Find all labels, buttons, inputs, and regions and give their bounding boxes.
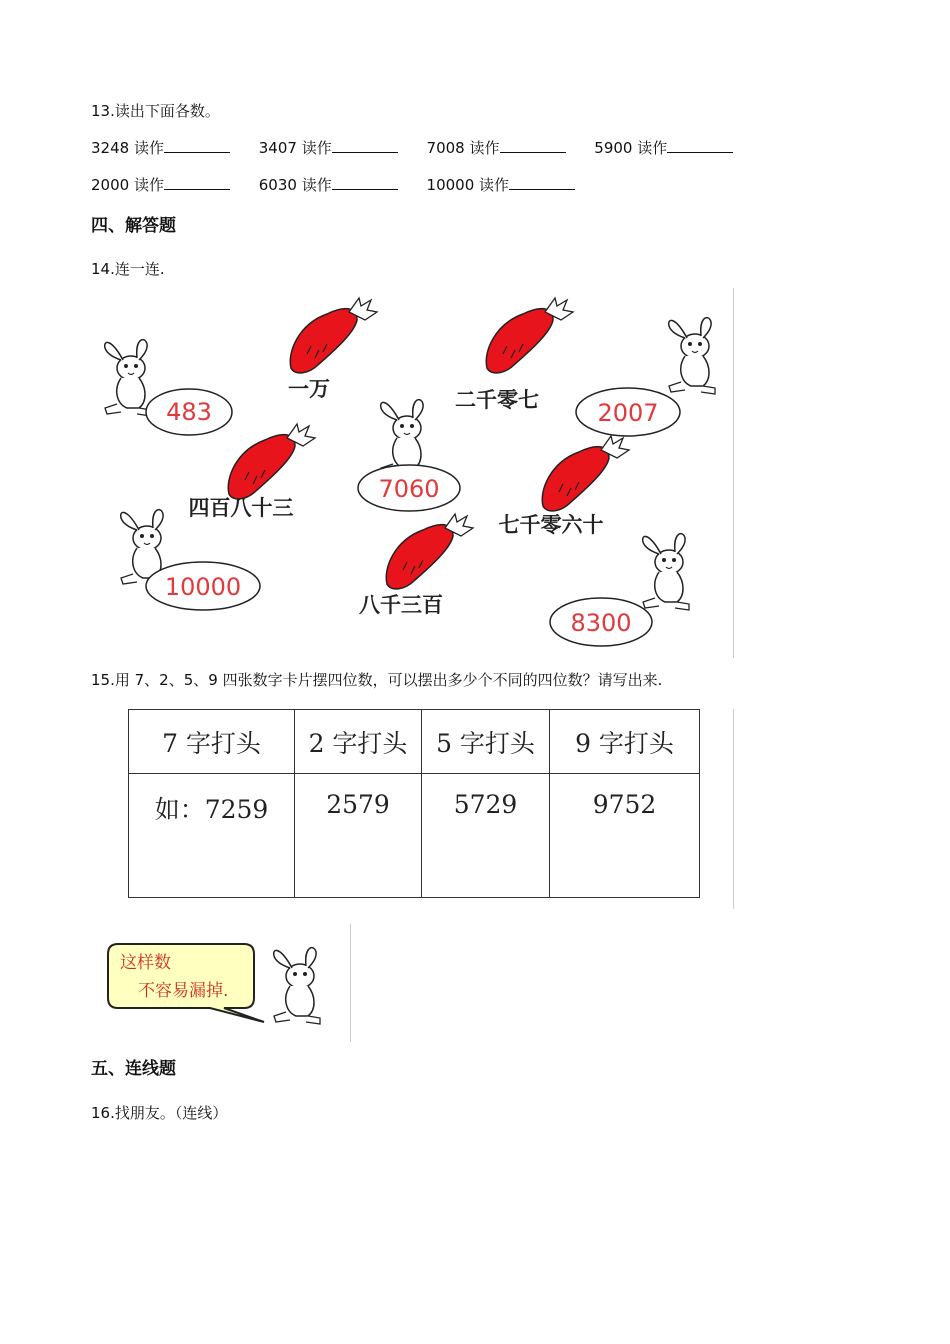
section-four-heading: 四、解答题 <box>91 216 176 236</box>
speech-line-2: 不容易漏掉. <box>138 981 229 1001</box>
q13-number: 7008 <box>426 139 465 157</box>
carrot-label[interactable]: 七千零六十 <box>498 513 604 537</box>
q13-number: 3407 <box>258 139 297 157</box>
q13-number: 5900 <box>594 139 633 157</box>
bunny-icon <box>105 340 151 416</box>
q13-row-2 <box>91 174 599 195</box>
q13-read-label: 读作 <box>301 139 332 157</box>
q13-read-label: 读作 <box>469 139 500 157</box>
table-example-cell[interactable]: 如：7259 <box>129 774 295 898</box>
oval-number: 8300 <box>570 609 632 637</box>
number-oval[interactable] <box>358 465 460 511</box>
q13-number: 2000 <box>91 176 130 194</box>
q14-title: 14.连一连. <box>91 260 165 278</box>
bunny-icon <box>274 948 320 1024</box>
matching-figure <box>91 290 731 658</box>
q13-read-label: 读作 <box>479 176 510 194</box>
answer-blank[interactable] <box>667 138 733 153</box>
carrot-icon <box>290 298 377 373</box>
hint-figure <box>104 936 344 1032</box>
answer-blank[interactable] <box>332 138 398 153</box>
carrot-label[interactable]: 四百八十三 <box>188 496 294 520</box>
section-five-heading: 五、连线题 <box>91 1059 176 1079</box>
oval-number: 10000 <box>164 573 242 601</box>
carrot-icon <box>386 514 473 589</box>
oval-number: 2007 <box>597 399 659 427</box>
carrot-label[interactable]: 八千三百 <box>359 593 443 617</box>
bunny-icon <box>669 318 715 394</box>
q13-read-label: 读作 <box>133 139 164 157</box>
table-example-cell[interactable]: 9752 <box>550 774 700 898</box>
figure-border <box>350 924 351 1042</box>
table-header-cell: 5 字打头 <box>422 710 550 774</box>
q13-number: 10000 <box>426 176 475 194</box>
number-oval[interactable] <box>146 389 232 435</box>
q15-title: 15.用 7、2、5、9 四张数字卡片摆四位数，可以摆出多少个不同的四位数？请写出来. <box>91 671 663 689</box>
q13-number: 3248 <box>91 139 130 157</box>
oval-number: 7060 <box>378 475 440 503</box>
answer-blank[interactable] <box>164 138 230 153</box>
answer-blank[interactable] <box>509 175 575 190</box>
q13-read-label: 读作 <box>637 139 668 157</box>
table-header-cell: 2 字打头 <box>295 710 422 774</box>
answer-blank[interactable] <box>500 138 566 153</box>
carrot-label[interactable]: 二千零七 <box>455 388 539 412</box>
table-header-cell: 7 字打头 <box>129 710 295 774</box>
q13-read-label: 读作 <box>301 176 332 194</box>
table-header-cell: 9 字打头 <box>550 710 700 774</box>
number-oval[interactable] <box>550 598 652 646</box>
number-oval[interactable] <box>146 562 260 610</box>
oval-number: 483 <box>166 398 212 426</box>
table-example-cell[interactable]: 5729 <box>422 774 550 898</box>
q13-read-label: 读作 <box>133 176 164 194</box>
carrot-icon <box>228 424 315 499</box>
q16-title: 16.找朋友。（连线） <box>91 1104 228 1122</box>
q13-number: 6030 <box>258 176 297 194</box>
table-example-cell[interactable]: 2579 <box>295 774 422 898</box>
figure-border <box>733 709 734 909</box>
figure-border <box>733 288 734 658</box>
number-oval[interactable] <box>576 388 680 436</box>
bunny-icon <box>643 534 689 610</box>
answer-blank[interactable] <box>332 175 398 190</box>
q13-title: 13.读出下面各数。 <box>91 102 220 120</box>
speech-line-1: 这样数 <box>120 953 171 973</box>
carrot-label[interactable]: 一万 <box>288 377 330 401</box>
q13-row-1 <box>91 137 757 158</box>
number-cards-table <box>128 709 700 898</box>
carrot-icon <box>486 298 573 373</box>
answer-blank[interactable] <box>164 175 230 190</box>
carrot-icon <box>542 436 629 511</box>
